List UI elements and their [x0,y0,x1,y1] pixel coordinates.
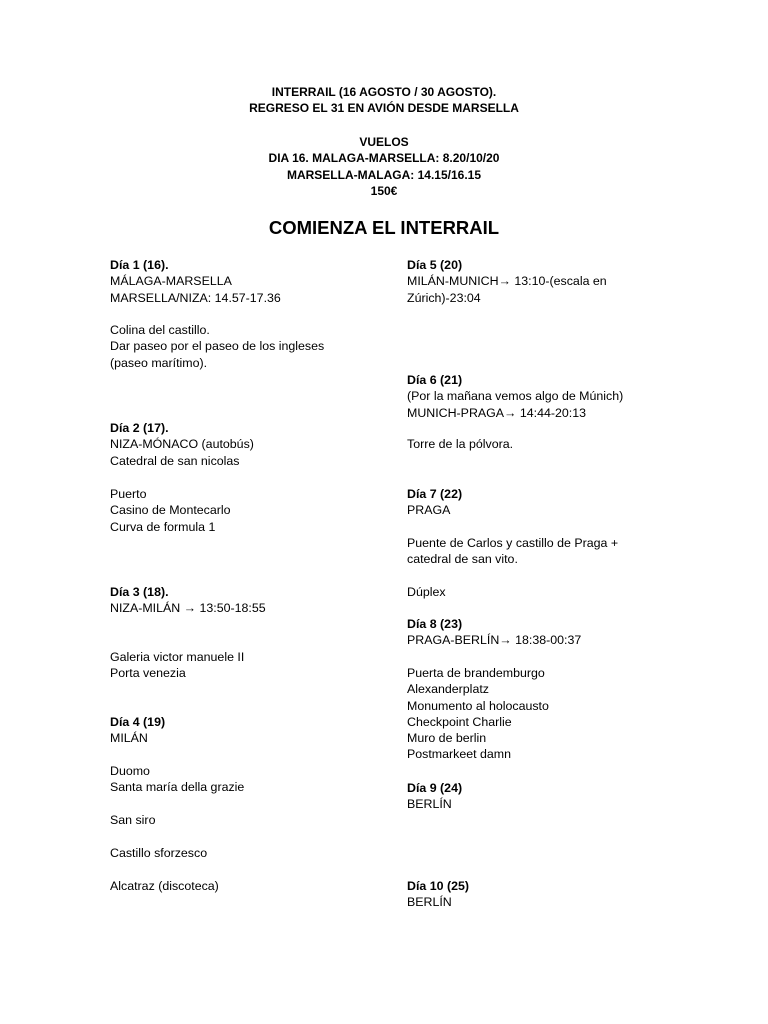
header-return-line: REGRESO EL 31 EN AVIÓN DESDE MARSELLA [249,101,519,116]
day-4-note-san-siro [110,812,430,828]
day-4-note-castillo [110,845,430,861]
flight-price: 150€ [370,183,398,198]
day-8-block [407,616,657,649]
day-4-note-alcatraz [110,878,430,894]
day-heading: Día 7 (22) [407,487,463,501]
header-title-line: INTERRAIL (16 AGOSTO / 30 AGOSTO). [271,85,497,99]
day-note: catedral de san vito. [407,552,518,567]
day-6-notes [407,436,657,452]
day-note: Dar paseo por el paseo de los ingleses [110,339,325,354]
day-heading: Día 8 (23) [407,617,463,631]
day-note: Colina del castillo. [110,323,210,337]
day-note: Castillo sforzesco [110,846,208,860]
day-note: Alexanderplatz [407,682,489,697]
day-note: Postmarkeet damn [407,747,511,762]
day-8-notes [407,665,657,763]
day-6-block [407,372,657,421]
day-note: Puerto [110,487,147,501]
day-route: Catedral de san nicolas [110,453,240,468]
day-route: Zúrich)-23:04 [407,290,481,305]
day-note: Santa maría della grazie [110,780,245,795]
day-7-note-duplex [407,584,657,600]
day-1-block [110,257,430,306]
day-7-block [407,486,657,519]
day-note: Curva de formula 1 [110,519,216,534]
day-9-block [407,780,657,813]
day-note: Puente de Carlos y castillo de Praga + [407,536,619,550]
day-5-block [407,257,657,306]
day-route: NIZA-MILÁN → 13:50-18:55 [110,601,266,616]
flights-heading: VUELOS [359,135,409,149]
day-note: Checkpoint Charlie [407,714,512,729]
day-4-notes [110,763,430,796]
day-heading: Día 9 (24) [407,781,463,795]
day-route: MÁLAGA-MARSELLA [110,274,232,289]
flight-outbound: DIA 16. MALAGA-MARSELLA: 8.20/10/20 [268,151,500,166]
day-route: MARSELLA/NIZA: 14.57-17.36 [110,290,281,305]
day-route: PRAGA [407,503,451,518]
day-heading: Día 10 (25) [407,879,469,893]
day-note: Monumento al holocausto [407,698,549,713]
day-note: Torre de la pólvora. [407,437,514,451]
flight-return: MARSELLA-MALAGA: 14.15/16.15 [286,167,482,182]
day-route: MILÁN-MUNICH→ 13:10-(escala en [407,274,607,289]
day-note: Puerta de brandemburgo [407,666,545,680]
day-note: Dúplex [407,585,446,599]
day-route: NIZA-MÓNACO (autobús) [110,437,254,452]
day-note: (paseo marítimo). [110,355,208,370]
day-note: Casino de Montecarlo [110,503,231,518]
day-route: BERLÍN [407,797,452,812]
day-4-block [110,714,430,747]
day-10-block [407,878,657,911]
day-route: MILÁN [110,731,148,746]
day-note: Muro de berlin [407,731,487,746]
day-note: Galeria victor manuele II [110,650,245,664]
day-route: PRAGA-BERLÍN→ 18:38-00:37 [407,633,582,648]
day-route: BERLÍN [407,895,452,910]
day-heading: Día 6 (21) [407,373,463,387]
document-header [0,84,768,117]
day-2-block [110,420,430,469]
day-heading: Día 4 (19) [110,715,166,729]
day-7-notes [407,535,657,568]
flights-section [0,134,768,199]
day-3-notes [110,649,430,682]
day-2-notes [110,486,430,535]
day-route: (Por la mañana vemos algo de Múnich) [407,389,624,404]
day-note: Alcatraz (discoteca) [110,879,219,893]
day-heading: Día 3 (18). [110,585,169,599]
day-heading: Día 1 (16). [110,258,169,272]
page-title: COMIENZA EL INTERRAIL [268,217,500,238]
day-1-notes [110,322,430,371]
day-heading: Día 2 (17). [110,421,169,435]
day-note: San siro [110,813,156,827]
day-3-block [110,584,430,617]
day-note: Porta venezia [110,666,186,681]
day-heading: Día 5 (20) [407,258,463,272]
day-route: MUNICH-PRAGA→ 14:44-20:13 [407,405,587,420]
day-note: Duomo [110,764,150,778]
